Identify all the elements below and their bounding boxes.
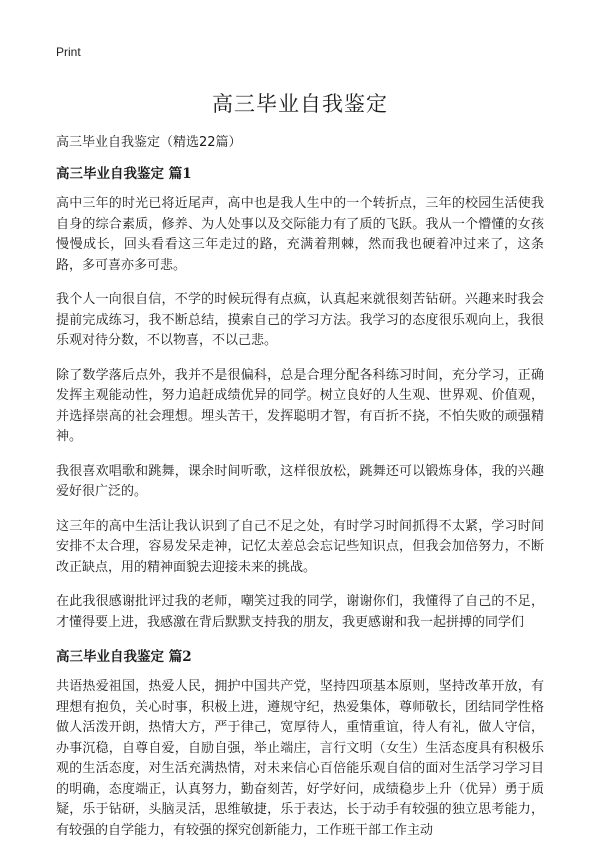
document-title: 高三毕业自我鉴定: [212, 92, 388, 116]
paragraph: 共语热爱祖国，热爱人民，拥护中国共产党，坚持四项基本原则，坚持改革开放，有理想有抱负，关心时事，积极上进，遵规守纪，热爱集体，尊师敬长，团结同学性格做人活泼开朗，热情大方，严于律己，宽厚待人，重情重谊，待人有礼，做人守信，办事沉稳，自尊自爱，自励自强，举止端庄，言行文明（女生）生活态度具有积极乐观的生活态度，对生活充满热情，对未来信心百倍能乐观自信的面对生活学习学习目的明确，态度端正，认真努力，勤奋刻苦，好学好问，成绩稳步上升（优异）勇于质疑，乐于钻研，头脑灵活，思维敏捷，乐于表达，长于动手有较强的独立思考能力，有较强的自学能力，有较强的探究创新能力，工作班干部工作主动: [56, 679, 544, 838]
section-1: [56, 164, 544, 633]
document-subtitle: 高三毕业自我鉴定（精选22篇）: [56, 135, 242, 150]
print-link[interactable]: Print: [56, 45, 81, 59]
section-2: [56, 647, 544, 841]
paragraph: 在此我很感谢批评过我的老师，嘲笑过我的同学，谢谢你们，我懂得了自己的不足，才懂得要上进，我感激在背后默默支持我的朋友，我更感谢和我一起拼搏的同学们: [56, 594, 544, 630]
paragraph: 我很喜欢唱歌和跳舞，课余时间听歌，这样很放松，跳舞还可以锻炼身体，我的兴趣爱好很广泛的。: [56, 463, 544, 499]
section-heading: 高三毕业自我鉴定 篇2: [56, 649, 192, 665]
paragraph: 这三年的高中生活让我认识到了自己不足之处，有时学习时间抓得不太紧，学习时间安排不太合理，容易发呆走神，记忆太差总会忘记些知识点，但我会加倍努力，不断改正缺点，用的精神面貌去迎接未来的挑战。: [56, 518, 544, 575]
paragraph: 除了数学落后点外，我并不是很偏科，总是合理分配各科练习时间，充分学习，正确发挥主观能动性，努力追赶成绩优异的同学。树立良好的人生观、世界观、价值观，并选择崇高的社会理想。埋头苦干，发挥聪明才智，有百折不挠，不怕失败的顽强精神。: [56, 367, 544, 444]
paragraph: 高中三年的时光已将近尾声，高中也是我人生中的一个转折点，三年的校园生活使我自身的综合素质，修养、为人处事以及交际能力有了质的飞跃。我从一个懵懂的女孩慢慢成长，回头看看这三年走过的路，充满着荆棘，然而我也硬着冲过来了，这条路，多可喜亦多可悲。: [56, 196, 544, 273]
section-heading: 高三毕业自我鉴定 篇1: [56, 166, 192, 182]
paragraph: 我个人一向很自信，不学的时候玩得有点疯，认真起来就很刻苦钻研。兴趣来时我会提前完成练习，我不断总结，摸索自己的学习方法。我学习的态度很乐观向上，我很乐观对待分数，不以物喜，不以己悲。: [56, 292, 544, 348]
